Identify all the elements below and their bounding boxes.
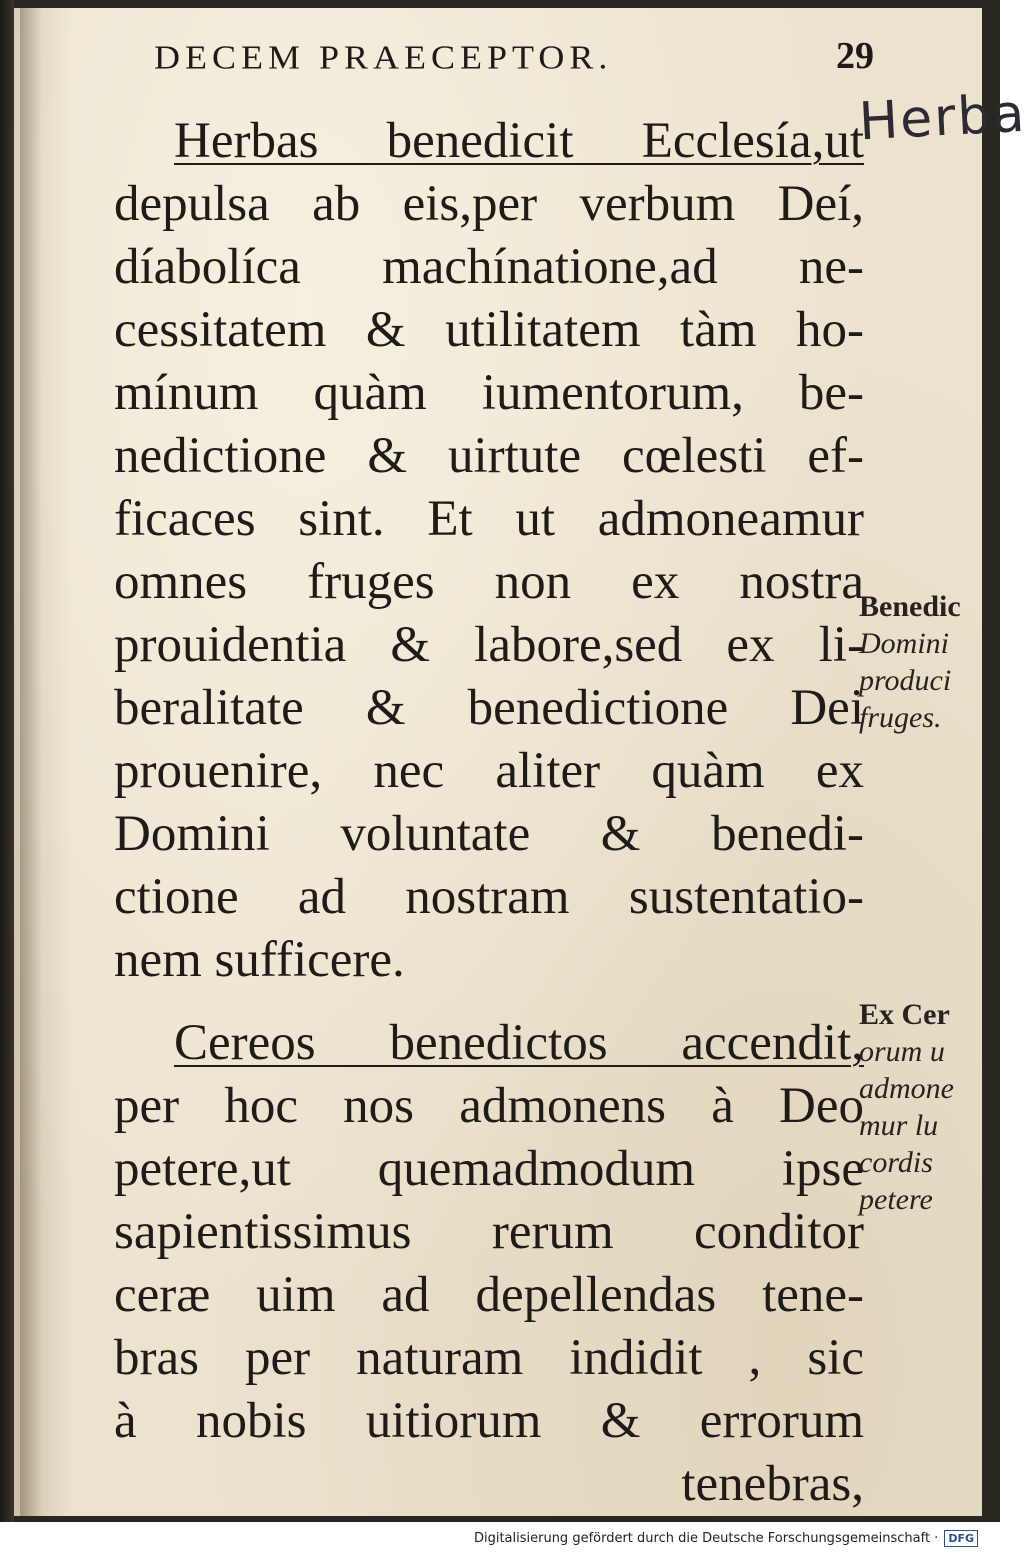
text-line: depulsa ab eis,per verbum Deí, — [114, 176, 864, 232]
catchword: tenebras, — [681, 1456, 864, 1512]
handwritten-annotation: Herba — [857, 83, 1028, 153]
running-title: DECEM PRAECEPTOR. — [154, 38, 613, 76]
text-line: bras per naturam indidit , sic — [114, 1330, 864, 1386]
margin-line: orum u — [859, 1035, 945, 1068]
text-line: nedictione & uirtute cœlesti ef- — [114, 428, 864, 484]
text-line: mínum quàm iumentorum, be- — [114, 365, 864, 421]
margin-line: admone — [859, 1072, 954, 1105]
text-line: sapientissimus rerum conditor — [114, 1204, 864, 1260]
text-line: Domini voluntate & benedi- — [114, 806, 864, 862]
margin-line: mur lu — [859, 1109, 939, 1142]
binding-edge — [0, 0, 14, 1522]
text-line: prouidentia & labore,sed ex li- — [114, 617, 864, 673]
underlined-phrase: Herbas benedicit Ecclesía,ut — [174, 113, 864, 169]
text-line: per hoc nos admonens à Deo — [114, 1078, 864, 1134]
marginal-note-cereorum — [859, 996, 954, 1218]
running-head — [154, 30, 874, 86]
text-line: omnes fruges non ex nostra — [114, 554, 864, 610]
margin-line: Benedic — [859, 590, 961, 623]
margin-line: Domini — [859, 627, 949, 660]
text-line — [114, 1012, 864, 1075]
text-line: cessitatem & utilitatem tàm ho- — [114, 302, 864, 358]
margin-line: cordis — [859, 1146, 933, 1179]
paragraph-gap — [114, 992, 864, 1012]
underlined-phrase: Cereos benedictos accendit, — [174, 1015, 864, 1071]
text-line: à nobis uitiorum & errorum — [114, 1393, 864, 1449]
funding-footer — [474, 1530, 978, 1547]
margin-line: Ex Cer — [859, 998, 950, 1031]
text-line: díabolíca machínatione,ad ne- — [114, 239, 864, 295]
text-line: ficaces sint. Et ut admoneamur — [114, 491, 864, 547]
marginal-note-benedictio — [859, 588, 961, 736]
margin-line: petere — [859, 1183, 933, 1216]
margin-line: produci — [859, 664, 952, 697]
book-page — [14, 8, 1028, 1516]
gutter-shadow — [20, 8, 42, 1516]
text-line: petere,ut quemadmodum ipse — [114, 1141, 864, 1197]
text-line: ceræ uim ad depellendas tene- — [114, 1267, 864, 1323]
text-line: nem sufficere. — [114, 932, 405, 988]
text-line: prouenire, nec aliter quàm ex — [114, 743, 864, 799]
funding-credit: Digitalisierung gefördert durch die Deutsche Forschungsgemeinschaft · — [473, 1531, 939, 1546]
margin-line: fruges. — [859, 701, 942, 734]
text-line: ctione ad nostram sustentatio- — [114, 869, 864, 925]
main-text — [114, 110, 864, 1516]
dfg-logo: DFG — [944, 1530, 978, 1547]
text-line: beralitate & benedictione Dei — [114, 680, 864, 736]
text-line — [114, 110, 864, 173]
page-number: 29 — [836, 35, 874, 77]
